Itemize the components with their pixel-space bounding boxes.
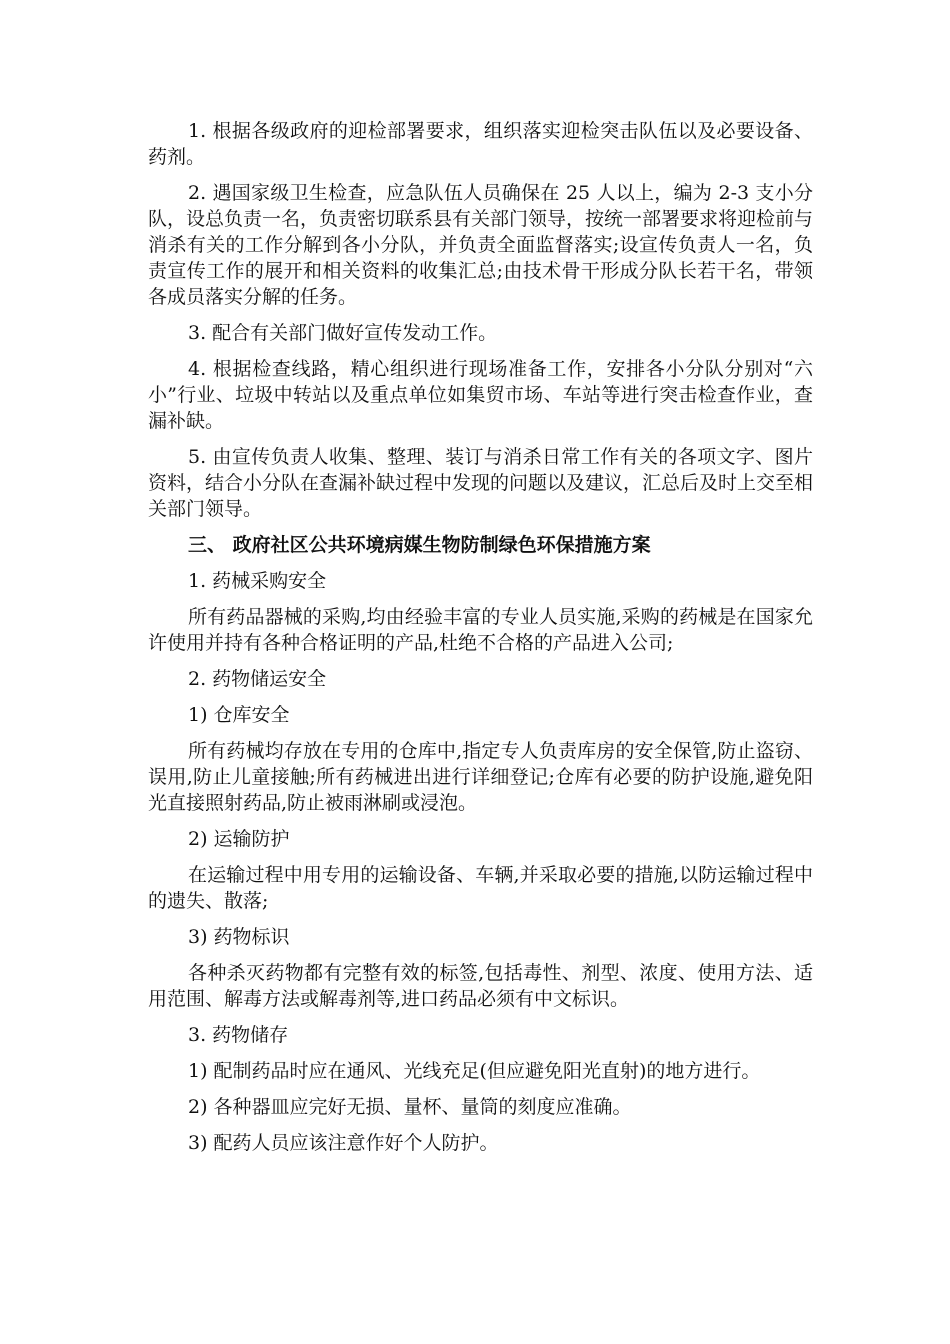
subheading-storage-transport: 2. 药物储运安全 — [188, 668, 327, 690]
paragraph-procurement: 所有药品器械的采购,均由经验丰富的专业人员实施,采购的药械是在国家允许使用并持有各种合格证明的产品,杜绝不合格的产品进入公司; — [148, 606, 813, 654]
paragraph-transport: 在运输过程中用专用的运输设备、车辆,并采取必要的措施,以防运输过程中的遗失、散落; — [148, 864, 813, 912]
paragraph-item-3: 3. 配合有关部门做好宣传发动工作。 — [188, 322, 498, 344]
subheading-warehouse: 1) 仓库安全 — [188, 704, 290, 726]
section-heading: 三、 政府社区公共环境病媒生物防制绿色环保措施方案 — [188, 534, 651, 556]
paragraph-storage-2: 2) 各种器皿应完好无损、量杯、量筒的刻度应准确。 — [188, 1096, 632, 1118]
paragraph-item-4: 4. 根据检查线路，精心组织进行现场准备工作，安排各小分队分别对“六小”行业、垃圾中转站以及重点单位如集贸市场、车站等进行突击检查作业，查漏补缺。 — [148, 358, 813, 432]
paragraph-labeling: 各种杀灭药物都有完整有效的标签,包括毒性、剂型、浓度、使用方法、适用范围、解毒方法或解毒剂等,进口药品必须有中文标识。 — [148, 962, 813, 1010]
paragraph-item-2: 2. 遇国家级卫生检查，应急队伍人员确保在 25 人以上，编为 2-3 支小分队，设总负责一名，负责密切联系县有关部门领导，按统一部署要求将迎检前与消杀有关的工作分解到各小分队，并负责全面监督落实;设宣传负责人一名，负责宣传工作的展开和相关资料的收集汇总;由技术骨干形成分队长若干名，带领各成员落实分解的任务。 — [148, 182, 814, 308]
paragraph-item-5: 5. 由宣传负责人收集、整理、装订与消杀日常工作有关的各项文字、图片资料，结合小分队在查漏补缺过程中发现的问题以及建议，汇总后及时上交至相关部门领导。 — [148, 446, 814, 520]
subheading-procurement: 1. 药械采购安全 — [188, 570, 327, 592]
subheading-drug-storage: 3. 药物储存 — [188, 1024, 289, 1046]
subheading-transport: 2) 运输防护 — [188, 828, 290, 850]
paragraph-storage-3: 3) 配药人员应该注意作好个人防护。 — [188, 1132, 499, 1154]
subheading-labeling: 3) 药物标识 — [188, 926, 290, 948]
paragraph-storage-1: 1) 配制药品时应在通风、光线充足(但应避免阳光直射)的地方进行。 — [188, 1060, 761, 1082]
document-page — [148, 118, 813, 1166]
paragraph-warehouse: 所有药械均存放在专用的仓库中,指定专人负责库房的安全保管,防止盗窃、误用,防止儿童接触;所有药械进出进行详细登记;仓库有必要的防护设施,避免阳光直接照射药品,防止被雨淋刷或浸泡。 — [148, 740, 813, 814]
paragraph-item-1: 1. 根据各级政府的迎检部署要求，组织落实迎检突击队伍以及必要设备、药剂。 — [148, 120, 813, 168]
